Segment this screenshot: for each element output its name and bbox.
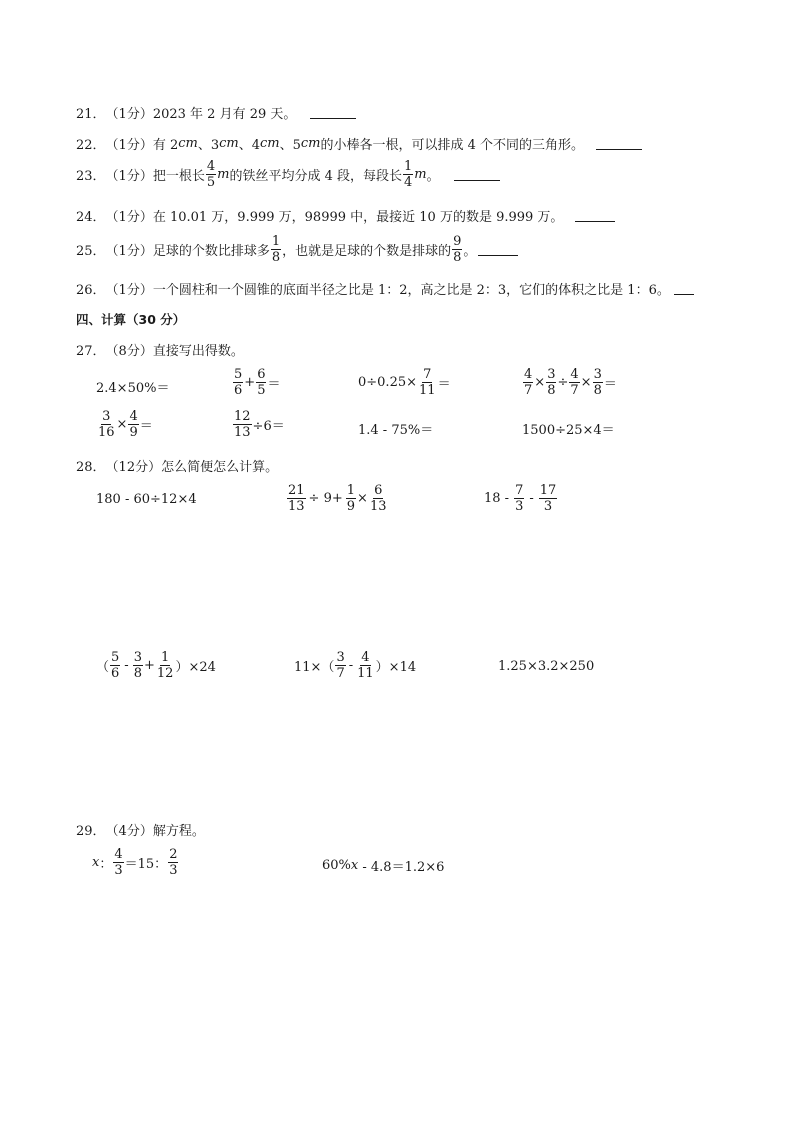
question-text: 、3 bbox=[197, 138, 220, 153]
denominator: 8 bbox=[593, 383, 602, 398]
numerator: 9 bbox=[453, 234, 462, 249]
expression-text: ）×14 bbox=[375, 660, 417, 675]
question-26 bbox=[76, 279, 694, 298]
denominator: 8 bbox=[547, 383, 556, 398]
unit-cm: cm bbox=[260, 136, 280, 151]
expression-text: ÷ 9+ bbox=[308, 491, 343, 506]
fraction bbox=[452, 235, 462, 264]
operator: × bbox=[580, 375, 592, 390]
numerator: 5 bbox=[111, 650, 120, 665]
numerator: 12 bbox=[234, 409, 251, 424]
denominator: 3 bbox=[515, 499, 524, 514]
question-21 bbox=[76, 103, 356, 122]
expression-text: 0÷0.25× bbox=[358, 375, 418, 390]
question-text: 、4 bbox=[238, 138, 261, 153]
denominator: 8 bbox=[453, 250, 462, 265]
question-25 bbox=[76, 235, 518, 264]
equation bbox=[322, 856, 444, 875]
expression bbox=[286, 484, 388, 513]
answer-blank[interactable] bbox=[674, 282, 694, 295]
question-score: （1分） bbox=[105, 169, 153, 184]
denominator: 16 bbox=[98, 425, 115, 440]
question-score: （12分） bbox=[105, 460, 162, 475]
equals: ＝ bbox=[267, 377, 281, 392]
denominator: 6 bbox=[111, 666, 120, 681]
expression bbox=[96, 651, 216, 680]
unit-m: m bbox=[414, 167, 427, 182]
operator: × bbox=[357, 491, 368, 506]
expression bbox=[358, 368, 451, 397]
variable: x bbox=[92, 855, 100, 870]
expression-text: 1.4 - 75%＝ bbox=[358, 423, 434, 438]
answer-blank[interactable] bbox=[575, 209, 615, 222]
fraction bbox=[128, 410, 138, 439]
denominator: 3 bbox=[543, 499, 553, 514]
expression-text: 60% bbox=[322, 858, 351, 873]
expression-text: 1.25×3.2×250 bbox=[498, 659, 595, 674]
numerator: 4 bbox=[570, 367, 579, 382]
fraction bbox=[369, 484, 388, 513]
question-score: （8分） bbox=[105, 344, 153, 359]
expression bbox=[232, 410, 285, 439]
question-27 bbox=[76, 340, 244, 359]
question-text: 解方程。 bbox=[152, 824, 205, 839]
fraction bbox=[97, 410, 116, 439]
denominator: 9 bbox=[346, 499, 356, 514]
equals: ＝ bbox=[437, 377, 451, 392]
fraction bbox=[403, 160, 413, 189]
fraction bbox=[546, 368, 556, 397]
numerator: 2 bbox=[169, 847, 178, 862]
denominator: 12 bbox=[156, 666, 174, 681]
equals: ＝ bbox=[603, 377, 617, 392]
expression bbox=[522, 368, 617, 397]
unit-m: m bbox=[217, 167, 230, 182]
question-number: 25． bbox=[76, 244, 106, 259]
denominator: 8 bbox=[271, 250, 281, 265]
unit-cm: cm bbox=[300, 136, 321, 151]
question-number: 28． bbox=[76, 460, 106, 475]
fraction bbox=[271, 235, 281, 264]
numerator: 17 bbox=[539, 483, 557, 498]
denominator: 13 bbox=[234, 425, 251, 440]
fraction bbox=[418, 368, 437, 397]
fraction bbox=[514, 484, 524, 513]
equation bbox=[92, 848, 179, 877]
denominator: 7 bbox=[524, 383, 533, 398]
expression-text: - 4.8＝1.2×6 bbox=[358, 860, 445, 875]
expression bbox=[232, 368, 280, 397]
question-28 bbox=[76, 456, 278, 475]
numerator: 7 bbox=[515, 483, 524, 498]
denominator: 4 bbox=[404, 175, 413, 190]
numerator: 4 bbox=[206, 159, 216, 174]
ratio-colon: ： bbox=[99, 857, 113, 872]
question-text: 。 bbox=[426, 169, 440, 184]
numerator: 4 bbox=[524, 367, 533, 382]
numerator: 4 bbox=[361, 650, 370, 665]
operator: ÷ bbox=[557, 375, 569, 390]
answer-blank[interactable] bbox=[596, 137, 642, 150]
denominator: 7 bbox=[336, 666, 345, 681]
question-text: 一个圆柱和一个圆锥的底面半径之比是 1：2，高之比是 2：3，它们的体积之比是 1：6。 bbox=[152, 283, 670, 298]
fraction bbox=[569, 368, 579, 397]
denominator: 6 bbox=[234, 383, 243, 398]
denominator: 11 bbox=[357, 666, 374, 681]
expression-text: 2.4×50%＝ bbox=[96, 381, 170, 396]
question-text: 把一根长 bbox=[152, 169, 205, 184]
question-text: 怎么简便怎么计算。 bbox=[161, 460, 279, 475]
fraction bbox=[593, 368, 603, 397]
question-text: 直接写出得数。 bbox=[152, 344, 244, 359]
question-24 bbox=[76, 206, 615, 225]
numerator: 1 bbox=[346, 483, 356, 498]
question-number: 22． bbox=[76, 138, 106, 153]
fraction bbox=[346, 484, 356, 513]
expression-text: 1500÷25×4＝ bbox=[522, 423, 615, 438]
answer-blank[interactable] bbox=[454, 168, 500, 181]
answer-blank[interactable] bbox=[478, 243, 518, 256]
question-text: 有 2 bbox=[152, 138, 179, 153]
numerator: 3 bbox=[336, 650, 345, 665]
denominator: 3 bbox=[114, 863, 123, 878]
expression-text: 180 - 60÷12×4 bbox=[96, 492, 197, 507]
unit-cm: cm bbox=[178, 136, 198, 151]
question-text: 在 10.01 万，9.999 万，98999 中，最接近 10 万的数是 9.999 万。 bbox=[152, 210, 564, 225]
denominator: 13 bbox=[288, 499, 305, 514]
fraction bbox=[523, 368, 533, 397]
operator: - bbox=[529, 491, 534, 506]
expression-text: 11×（ bbox=[294, 660, 335, 675]
denominator: 9 bbox=[129, 425, 138, 440]
paren: （ bbox=[96, 660, 110, 675]
operator: × bbox=[116, 417, 128, 432]
question-number: 21． bbox=[76, 107, 106, 122]
question-29 bbox=[76, 820, 205, 839]
question-number: 27． bbox=[76, 344, 106, 359]
numerator: 4 bbox=[129, 409, 138, 424]
question-score: （1分） bbox=[105, 283, 153, 298]
expression bbox=[484, 484, 558, 513]
expression bbox=[498, 659, 594, 674]
numerator: 6 bbox=[257, 367, 266, 382]
expression bbox=[96, 410, 153, 439]
question-score: （1分） bbox=[105, 210, 153, 225]
fraction bbox=[233, 410, 252, 439]
operator: + bbox=[244, 375, 256, 390]
operator: × bbox=[534, 375, 546, 390]
question-score: （1分） bbox=[105, 107, 153, 122]
question-number: 24． bbox=[76, 210, 106, 225]
question-23 bbox=[76, 160, 500, 189]
question-text: 2023 年 2 月有 29 天。 bbox=[152, 107, 297, 122]
expression bbox=[522, 419, 615, 438]
numerator: 6 bbox=[374, 483, 383, 498]
denominator: 8 bbox=[133, 666, 142, 681]
operator: - bbox=[124, 658, 129, 673]
denominator: 13 bbox=[369, 499, 387, 514]
question-number: 29． bbox=[76, 824, 106, 839]
expression bbox=[294, 651, 416, 680]
expression-text: ）×24 bbox=[175, 660, 216, 675]
denominator: 3 bbox=[169, 863, 178, 878]
numerator: 3 bbox=[593, 367, 602, 382]
expression bbox=[358, 419, 433, 438]
question-22 bbox=[76, 134, 642, 153]
expression bbox=[96, 377, 169, 396]
expression-text: ÷6＝ bbox=[252, 419, 285, 434]
numerator: 5 bbox=[234, 367, 243, 382]
fraction bbox=[110, 651, 120, 680]
variable: x bbox=[350, 858, 359, 873]
fraction bbox=[233, 368, 243, 397]
question-text: 足球的个数比排球多 bbox=[152, 244, 270, 259]
numerator: 3 bbox=[102, 409, 111, 424]
numerator: 3 bbox=[547, 367, 556, 382]
question-text: 的小棒各一根，可以排成 4 个不同的三角形。 bbox=[320, 138, 585, 153]
section-heading: 四、计算（30 分） bbox=[76, 312, 186, 327]
numerator: 1 bbox=[161, 650, 170, 665]
fraction bbox=[113, 848, 123, 877]
question-text: 的铁丝平均分成 4 段，每段长 bbox=[229, 169, 402, 184]
question-score: （1分） bbox=[105, 244, 153, 259]
denominator: 5 bbox=[257, 383, 266, 398]
denominator: 11 bbox=[419, 383, 436, 398]
question-text: 、5 bbox=[279, 138, 301, 153]
fraction bbox=[335, 651, 345, 680]
fraction bbox=[356, 651, 375, 680]
equals: ＝ bbox=[139, 419, 153, 434]
fraction bbox=[133, 651, 143, 680]
expression bbox=[96, 492, 197, 507]
operator: + bbox=[143, 658, 155, 673]
fraction bbox=[287, 484, 306, 513]
numerator: 1 bbox=[271, 234, 281, 249]
fraction bbox=[539, 484, 558, 513]
question-score: （1分） bbox=[105, 138, 153, 153]
numerator: 7 bbox=[423, 367, 432, 382]
question-number: 26． bbox=[76, 283, 106, 298]
denominator: 5 bbox=[206, 175, 216, 190]
numerator: 1 bbox=[404, 159, 413, 174]
expression-text: 18 - bbox=[484, 491, 510, 506]
numerator: 3 bbox=[133, 650, 142, 665]
question-number: 23． bbox=[76, 169, 106, 184]
unit-cm: cm bbox=[219, 136, 239, 151]
numerator: 4 bbox=[114, 847, 123, 862]
numerator: 21 bbox=[288, 483, 305, 498]
fraction bbox=[256, 368, 266, 397]
question-text: 。 bbox=[463, 244, 477, 259]
question-score: （4分） bbox=[105, 824, 153, 839]
fraction bbox=[206, 160, 216, 189]
question-text: ，也就是足球的个数是排球的 bbox=[282, 244, 452, 259]
denominator: 7 bbox=[570, 383, 579, 398]
expression-text: ＝15： bbox=[124, 857, 168, 872]
fraction bbox=[168, 848, 178, 877]
operator: - bbox=[348, 658, 354, 673]
fraction bbox=[156, 651, 175, 680]
answer-blank[interactable] bbox=[310, 106, 356, 119]
